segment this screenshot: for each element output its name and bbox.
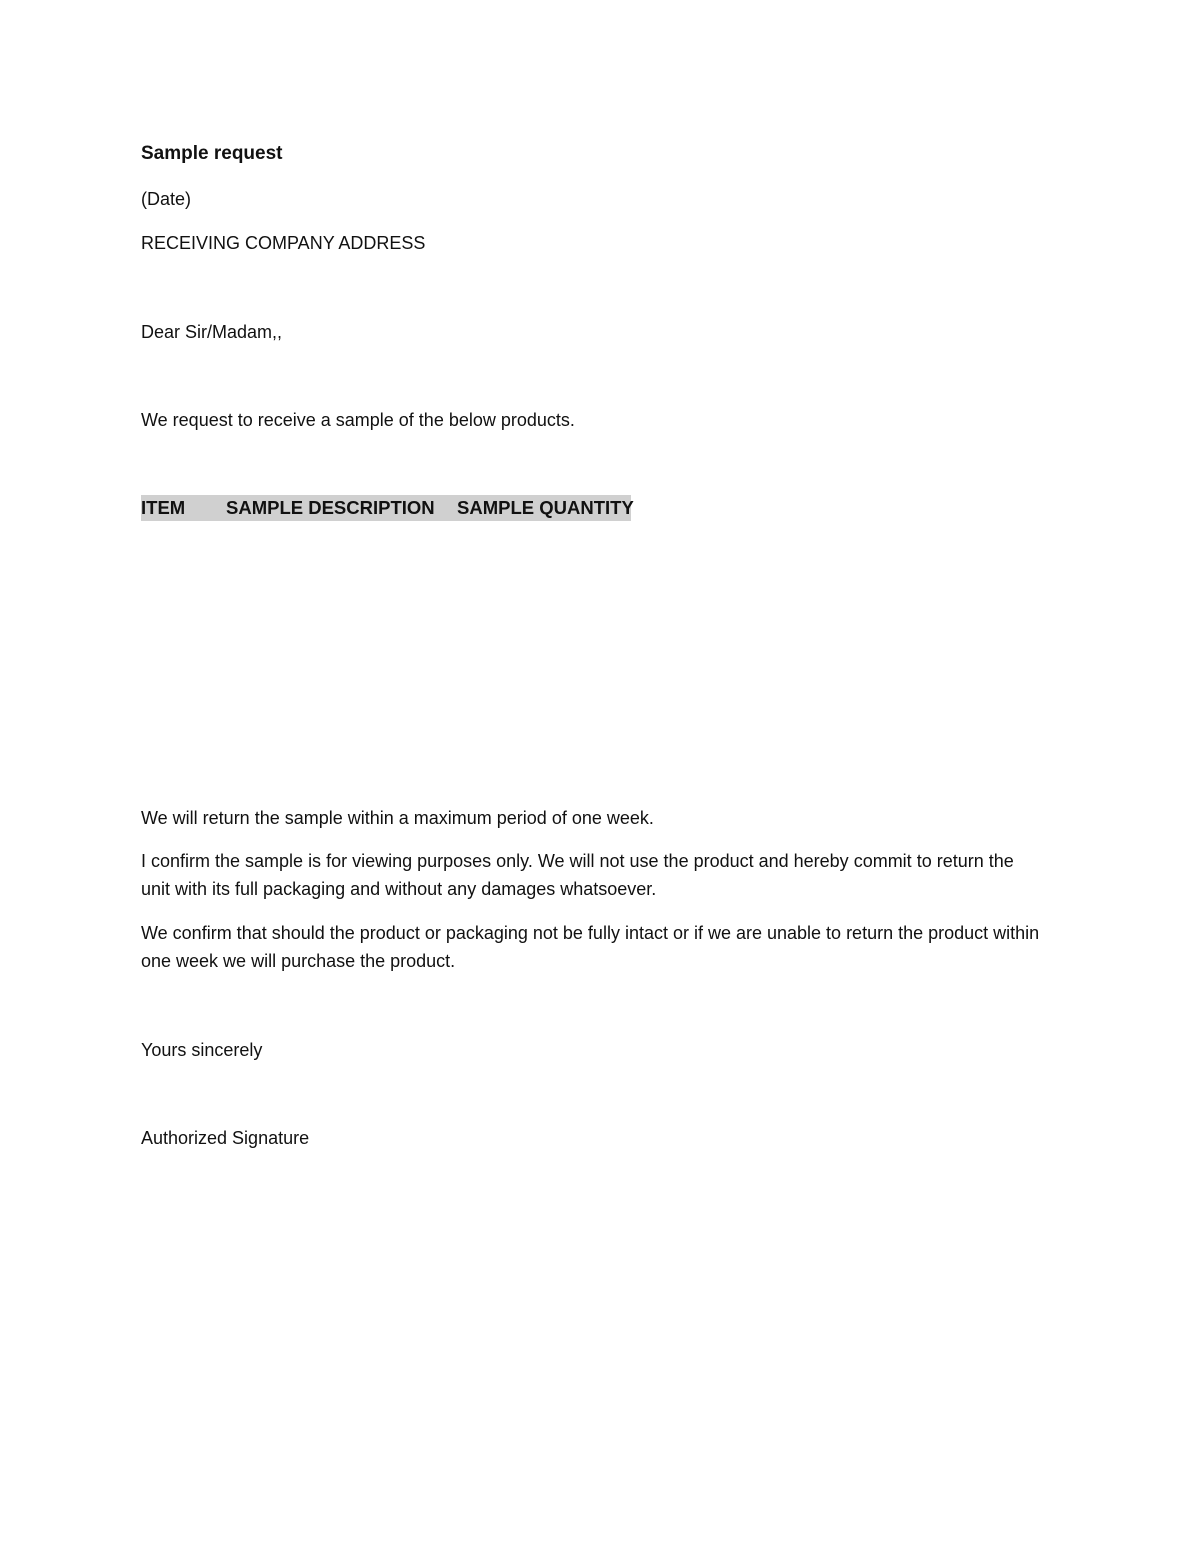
column-header-sample-description: SAMPLE DESCRIPTION [226,497,435,518]
return-statement: We will return the sample within a maximum period of one week. [141,808,654,828]
sample-table-header [141,495,634,521]
column-header-sample-quantity: SAMPLE QUANTITY [457,497,634,518]
signature-label: Authorized Signature [141,1128,310,1148]
salutation: Dear Sir/Madam,, [141,322,283,342]
date-placeholder: (Date) [141,189,192,209]
confirm-purchase-paragraph: We confirm that should the product or packaging not be fully intact or if we are unable to return the product within one week we will purchase the product. [141,923,1040,971]
intro-paragraph: We request to receive a sample of the below products. [141,410,575,430]
confirm-viewing-paragraph: I confirm the sample is for viewing purposes only. We will not use the product and hereby commit to return the unit with its full packaging and without any damages whatsoever. [141,851,1014,899]
document-title: Sample request [141,143,283,164]
column-header-item: ITEM [141,497,186,518]
closing: Yours sincerely [141,1040,263,1060]
receiving-company-address: RECEIVING COMPANY ADDRESS [141,233,426,253]
